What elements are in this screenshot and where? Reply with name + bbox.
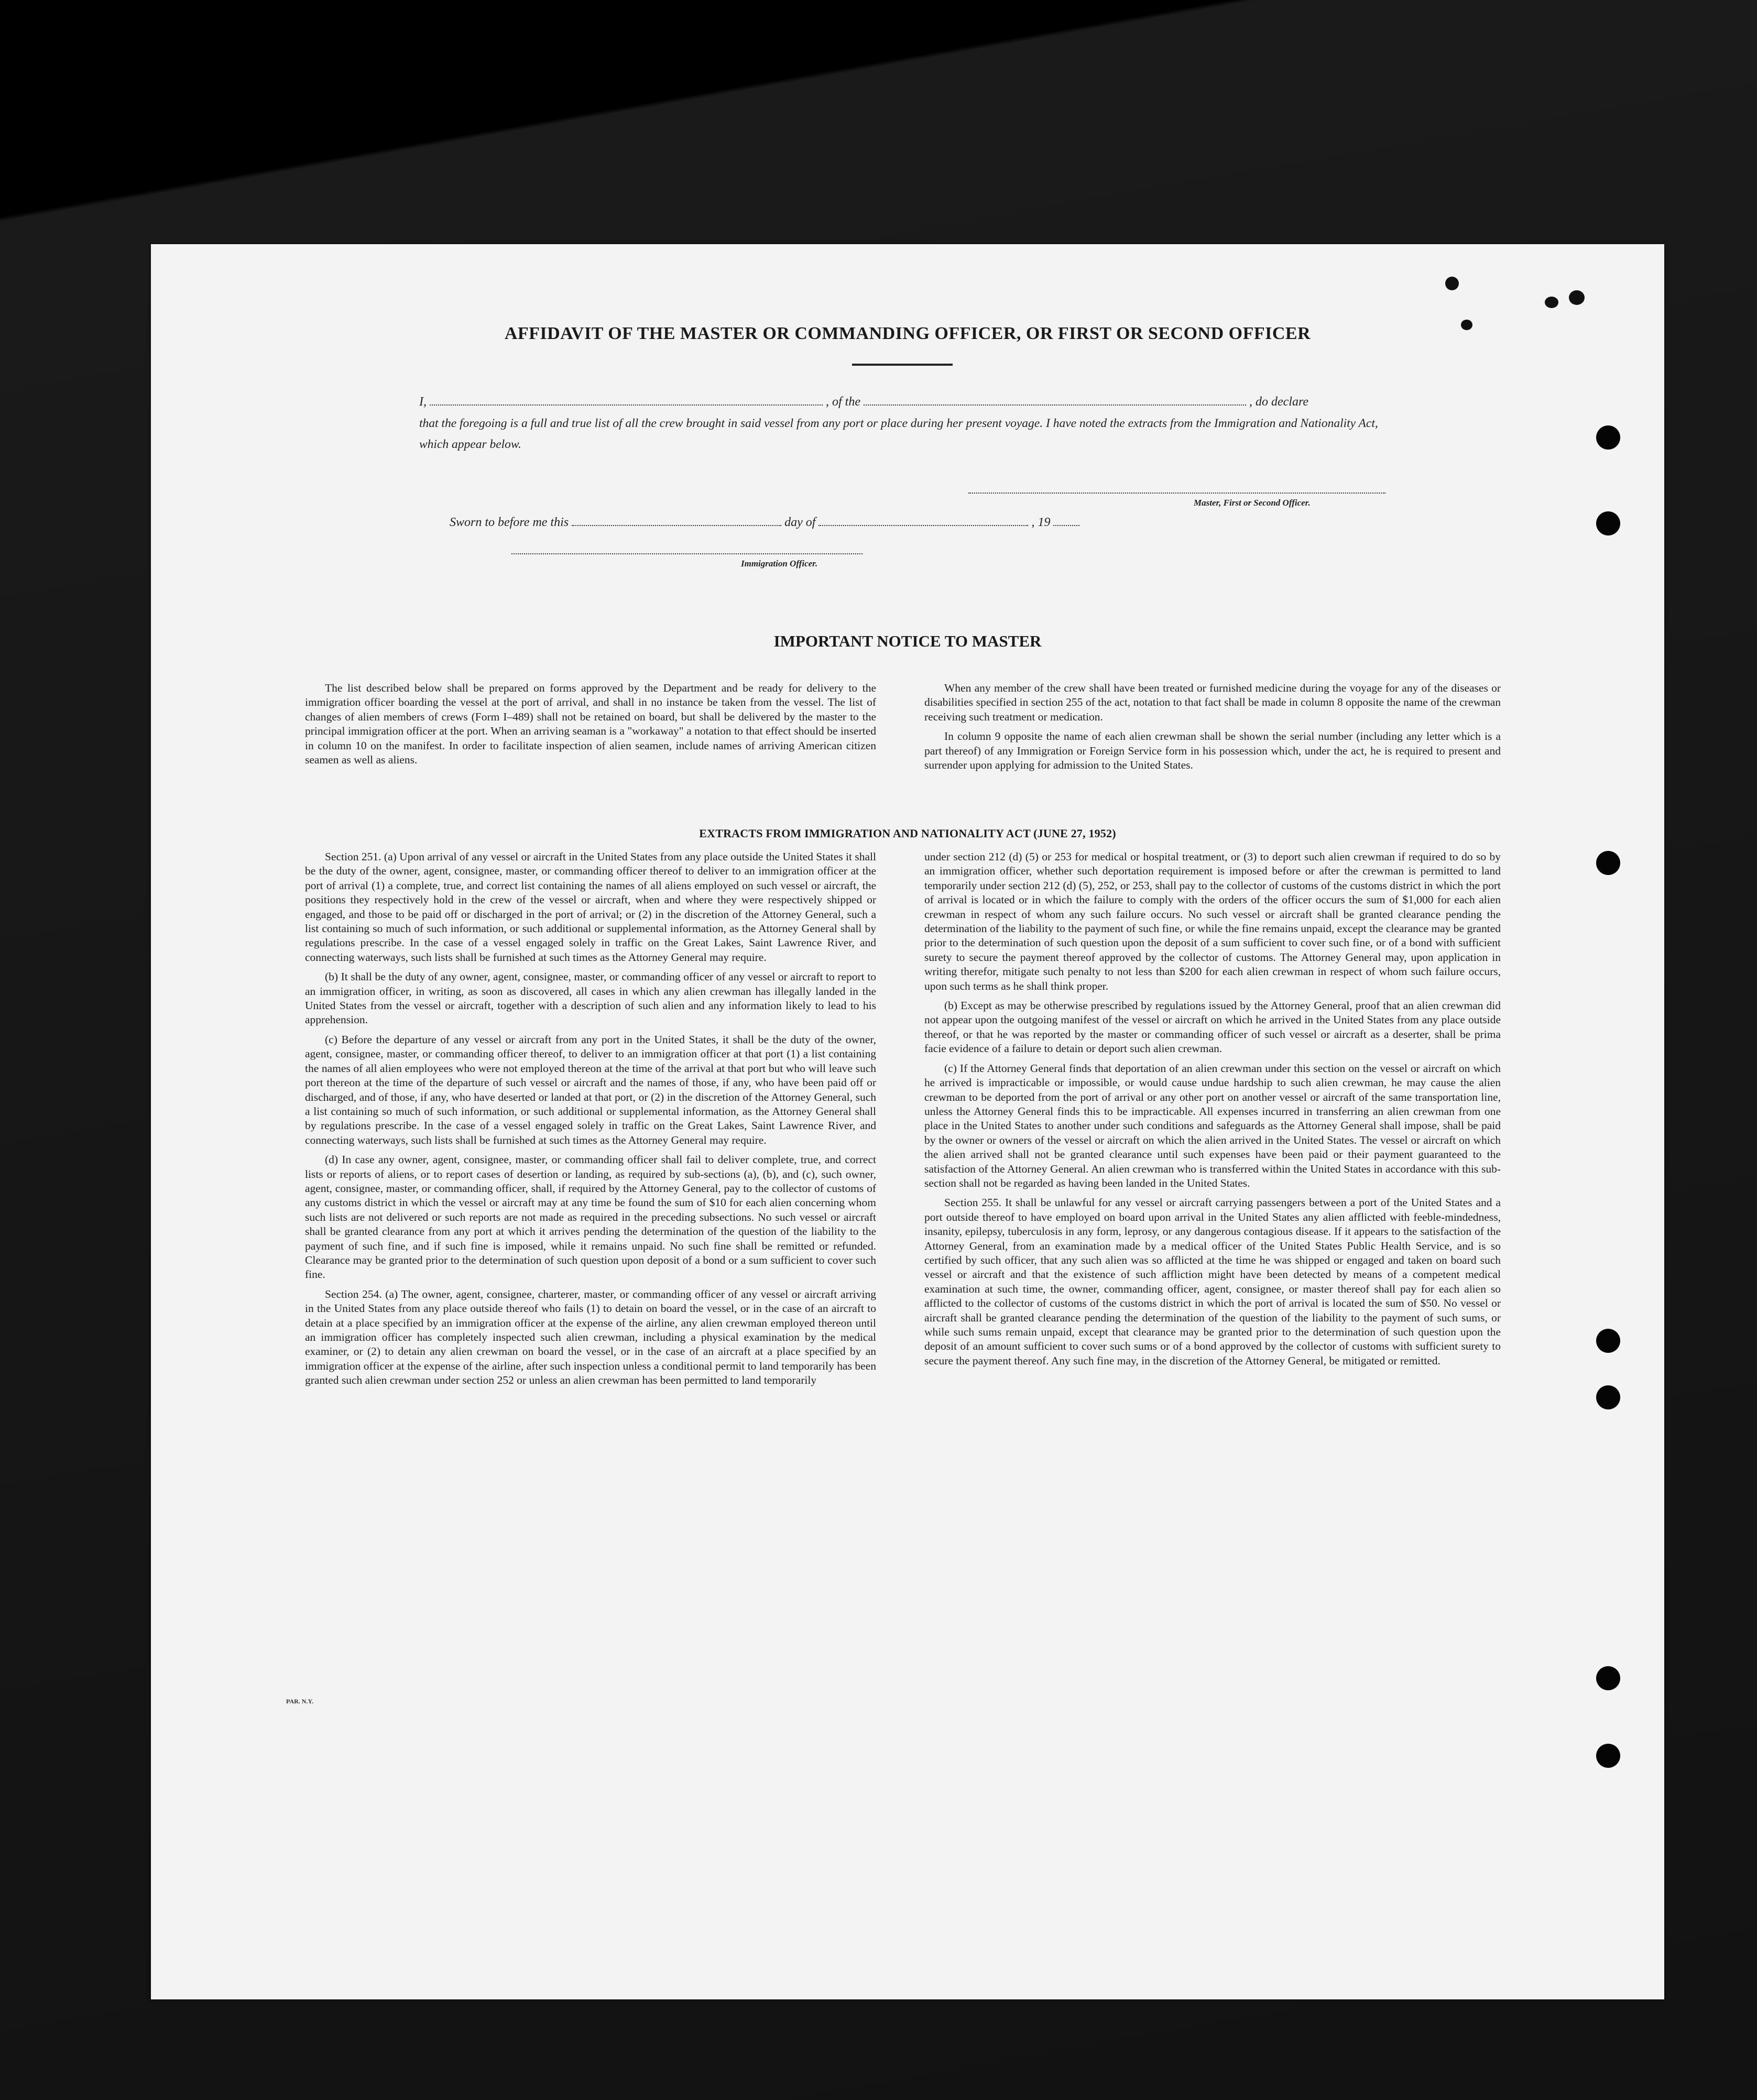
extracts-left-column [305,850,876,1393]
affidavit-title: AFFIDAVIT OF THE MASTER OR COMMANDING OFFICER, OR FIRST OR SECOND OFFICER [504,324,1311,343]
section-251-d: (d) In case any owner, agent, consignee, master, or commanding officer shall fail to deliver complete, true, and correct lists or reports of aliens, or to report cases of desertion or landing, as required by sub-sections (a), (b), and (c), such owner, agent, consignee, master, or commanding officer, shall, if required by the Attorney General, pay to the collector of customs of any customs district in which the vessel or aircraft may at any time be found the sum of $10 for each alien concerning whom such lists are not delivered or such reports are not made as required in the preceding subsections. No such vessel or aircraft shall be granted clearance from any port at which it arrives pending the determination of the question of the liability to the payment of such fine, and if such fine is imposed, while it remains unpaid. No such fine shall be remitted or refunded. Clearance may be granted prior to the determination of such question upon deposit of a bond or a sum sufficient to cover such fine. [305,1153,876,1281]
notice-right-column [924,681,1501,778]
notice-left-column [305,681,876,772]
affidavit-body: that the foregoing is a full and true list of all the crew brought in said vessel from any port or place during her present voyage. I have noted the extracts from the Immigration and Nationality Act, which appear below. [419,417,1378,451]
ink-speck [1569,290,1585,305]
section-254-c: (c) If the Attorney General finds that deportation of an alien crewman under this section on the vessel or aircraft on which he arrived is impracticable or impossible, or would cause undue hardship to such alien crewman, he may cause the alien crewman to be deported from the port of arrival or any other port on another vessel or aircraft of the same transportation line, unless the Attorney General finds this to be impracticable. All expenses incurred in transferring an alien crewman from one place in the United States to another under such conditions and safeguards as the Attorney General shall impose, shall be paid by the owner or owners of the vessel or aircraft on which the alien arrived in the United States. The vessel or aircraft on which the alien arrived shall not be granted clearance until such expenses have been paid or their payment guaranteed to the satisfaction of the Attorney General. An alien crewman who is transferred within the United States in accordance with this sub-section shall not be regarded as having been landed in the United States. [924,1062,1501,1189]
section-254-b: (b) Except as may be otherwise prescribed by regulations issued by the Attorney General, proof that an alien crewman did not appear upon the outgoing manifest of the vessel or aircraft on which he arrived in the United States from any place outside thereof, or that he was reported by the master or commanding officer of such vessel or aircraft as a deserter, shall be prima facie evidence of a failure to detain or deport such alien crewman. [924,999,1501,1055]
immigration-officer-line[interactable] [511,553,863,554]
section-254-a: Section 254. (a) The owner, agent, consignee, charterer, master, or commanding officer of any vessel or aircraft arriving in the United States from any place outside thereof who fails (1) to detain on board the vessel, or in the case of an aircraft to detain at a place specified by an immigration officer at the expense of the airline, any alien crewman employed thereon until an immigration officer has completely inspected such alien crewman, including a physical examination by the medical examiner, or (2) to detain any alien crewman on board the vessel, or in the case of an aircraft at a place specified by an immigration officer at the expense of the airline, after such inspection unless a conditional permit to land temporarily has been granted such alien crewman under section 252 or unless an alien crewman has been permitted to land temporarily [305,1287,876,1387]
ink-speck [1445,277,1459,290]
of-the-label: , of the [826,395,860,409]
sworn-month-blank[interactable] [819,512,1028,526]
extracts-right-column [924,850,1501,1373]
immigration-officer-label: Immigration Officer. [741,559,818,568]
printer-mark: PAR. N.Y. [286,1698,314,1705]
notice-paragraph: When any member of the crew shall have been treated or furnished medicine during the voyage for any of the diseases or disabilities specified in section 255 of the act, notation to that fact shall be made in column 8 opposite the name of the crewman receiving such treatment or medication. [924,682,1501,723]
section-255: Section 255. It shall be unlawful for any vessel or aircraft carrying passengers between a port of the United States and a port outside thereof to have employed on board upon arrival in the United States any alien afflicted with feeble-mindedness, insanity, epilepsy, tuberculosis in any form, leprosy, or any dangerous contagious disease. If it appears to the satisfaction of the Attorney General, from an examination made by a medical officer of the United States Public Health Service, and is so certified by such officer, that any such alien was so afflicted at the time he was shipped or engaged and taken on board such vessel or aircraft and that the existence of such affliction might have been detected by means of a competent medical examination at such time, the owner, commanding officer, agent, consignee, or master thereof shall pay for each alien so afflicted to the collector of customs of the customs district in which the port of arrival is located the sum of $50. No vessel or aircraft shall be granted clearance pending the determination of the question of the liability to the payment of such sums, or while such sums remain unpaid, except that clearance may be granted prior to the determination of such question upon the deposit of an amount sufficient to cover such sums or of a bond approved by the collector of customs with sufficient surety to secure the payment thereof. Any such fine may, in the discretion of the Attorney General, be mitigated or remitted. [924,1196,1501,1367]
signature-line[interactable] [968,493,1385,494]
day-of-label: day of [784,516,816,529]
punch-hole [1596,511,1620,535]
section-251-b: (b) It shall be the duty of any owner, agent, consignee, master, or commanding officer of any vessel or aircraft to report to an immigration officer, in writing, as soon as discovered, all cases in which any alien crewman has illegally landed in the United States from the vessel or aircraft, together with a description of such alien and any information likely to lead to his apprehension. [305,970,876,1026]
ink-speck [1545,297,1558,308]
section-251-c: (c) Before the departure of any vessel or aircraft from any port in the United States, it shall be the duty of the owner, agent, consignee, master, or commanding officer thereof, to deliver to an immigration officer at that port (1) a list containing the names of all alien employees who were not employed thereon at the time of the arrival at that port but who will leave such port thereon at the time of the departure of such vessel or aircraft and the names of those, if any, who have been paid off or discharged, and of those, if any, who have deserted or landed at that port, or (2) in the discretion of the Attorney General, such a list containing so much of such information, or such additional or supplemental information, as the Attorney General shall by regulations prescribe. In the case of a vessel engaged solely in traffic on the Great Lakes, Saint Lawrence River, and connecting waterways, such lists shall be furnished at such times as the Attorney General may require. [305,1033,876,1146]
year-label: , 19 [1031,516,1051,529]
section-254-a-continued: under section 212 (d) (5) or 253 for medical or hospital treatment, or (3) to deport such alien crewman if required to do so by an immigration officer, whether such deportation requirement is imposed before or after the crewman is permitted to land temporarily under section 212 (d) (5), 252, or 253, shall pay to the collector of customs of the customs district in which the port of arrival is located or in which the failure to comply with the orders of the officer occurs the sum of $1,000 for each alien crewman in respect of whom any such failure occurs. No such vessel or aircraft shall be granted clearance pending the determination of the liability to the payment of such fine, or while the fine remains unpaid, except the clearance may be granted prior to the determination of such question upon the deposit of a sum sufficient to cover such fine, or of a bond with sufficient surety to secure the payment thereof approved by the collector of customs. The Attorney General may, upon application in writing therefor, mitigate such penalty to not less than $200 for each alien crewman in respect of whom such failure occurs, upon such terms as he shall think proper. [924,850,1501,992]
punch-hole [1596,425,1620,450]
sworn-line [450,512,1079,530]
notice-title: IMPORTANT NOTICE TO MASTER [773,632,1042,650]
document-page [151,244,1664,1999]
sworn-label: Sworn to before me this [450,516,569,529]
extracts-title: EXTRACTS FROM IMMIGRATION AND NATIONALITY ACT (JUNE 27, 1952) [699,827,1116,840]
punch-hole [1596,1329,1620,1353]
signature-label: Master, First or Second Officer. [1194,498,1311,508]
notice-paragraph: In column 9 opposite the name of each alien crewman shall be shown the serial number (including any letter which is a part thereof) of any Immigration or Foreign Service form in his possession which, under the act, he is required to present and surrender upon applying for admission to the United States. [924,730,1501,772]
i-label: I, [419,395,427,409]
do-declare-label: , do declare [1249,395,1309,409]
title-rule [852,364,953,366]
sworn-day-blank[interactable] [572,512,781,526]
punch-hole [1596,1385,1620,1409]
notice-paragraph: The list described below shall be prepared on forms approved by the Department and be ready for delivery to the immigration officer boarding the vessel at the port of arrival, and shall in no instance be taken from the vessel. The list of changes of alien members of crews (Form I–489) shall not be retained on board, but shall be delivered by the master to the principal immigration officer at the port. When an arriving seaman is a "workaway" a notation to that effect should be inserted in column 10 on the manifest. In order to facilitate inspection of alien seamen, include names of arriving American citizen seamen as well as aliens. [305,682,876,767]
punch-hole [1596,1744,1620,1768]
section-251-a: Section 251. (a) Upon arrival of any vessel or aircraft in the United States from any place outside the United States it shall be the duty of the owner, agent, consignee, master, or commanding officer thereof to deliver to an immigration officer at the port of arrival (1) a complete, true, and correct list containing the names of all aliens employed on such vessel or aircraft, the positions they respectively hold in the crew of the vessel or aircraft, when and where they were respectively shipped or engaged, and those to be paid off or discharged in the port of arrival; or (2) in the discretion of the Attorney General, such a list containing so much of such information, or such additional or supplemental information, as the Attorney General shall by regulations prescribe. In the case of a vessel engaged solely in traffic on the Great Lakes, Saint Lawrence River, and connecting waterways, such lists shall be furnished at such times as the Attorney General may require. [305,850,876,964]
affidavit-declaration-line [419,392,1396,409]
name-blank[interactable] [430,392,823,406]
sworn-year-blank[interactable] [1053,512,1079,526]
vessel-blank[interactable] [864,392,1246,406]
punch-hole [1596,1666,1620,1690]
punch-hole [1596,851,1620,875]
